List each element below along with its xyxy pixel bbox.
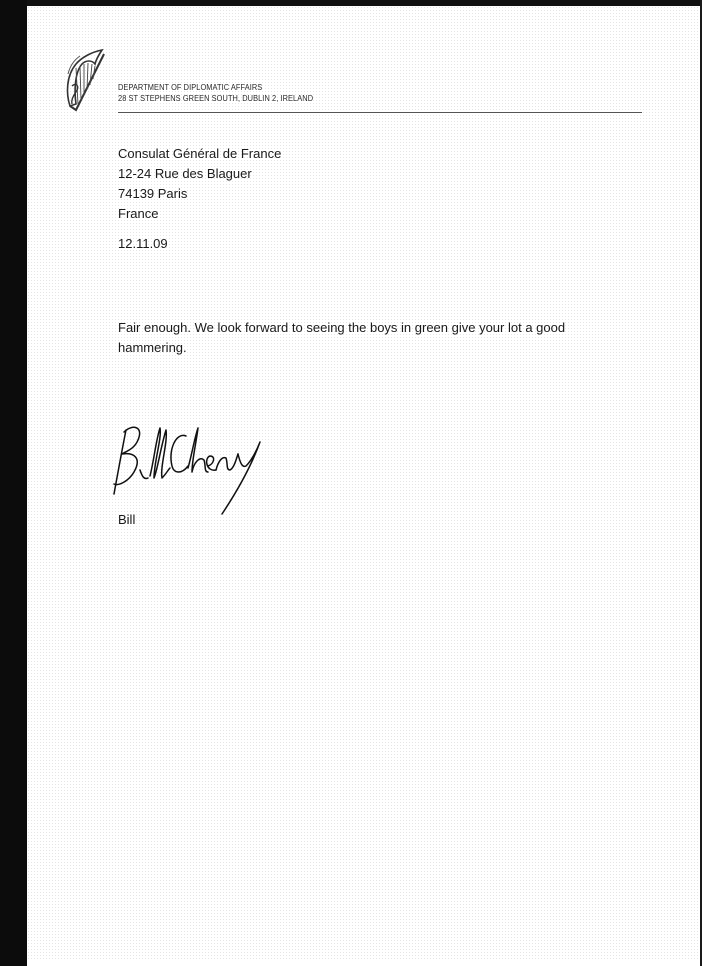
letterhead-divider [118,112,642,113]
recipient-line-4: France [118,206,159,221]
signoff-name: Bill [118,512,136,527]
letterhead [118,82,313,104]
handwritten-signature [104,410,284,520]
letterhead-address: 28 ST STEPHENS GREEN SOUTH, DUBLIN 2, IRELAND [118,93,314,103]
recipient-line-3: 74139 Paris [118,186,188,201]
scan-border-left [0,0,27,966]
letter-date: 12.11.09 [118,236,168,251]
recipient-line-1: Consulat Général de France [118,146,282,161]
recipient-line-2: 12-24 Rue des Blaguer [118,166,252,181]
harp-emblem-icon [62,46,112,116]
letter-body: Fair enough. We look forward to seeing the boys in green give your lot a good hammering. [118,320,566,355]
recipient-address [118,144,281,224]
scan-border-right [700,0,721,966]
letterhead-department: DEPARTMENT OF DIPLOMATIC AFFAIRS [118,82,263,92]
